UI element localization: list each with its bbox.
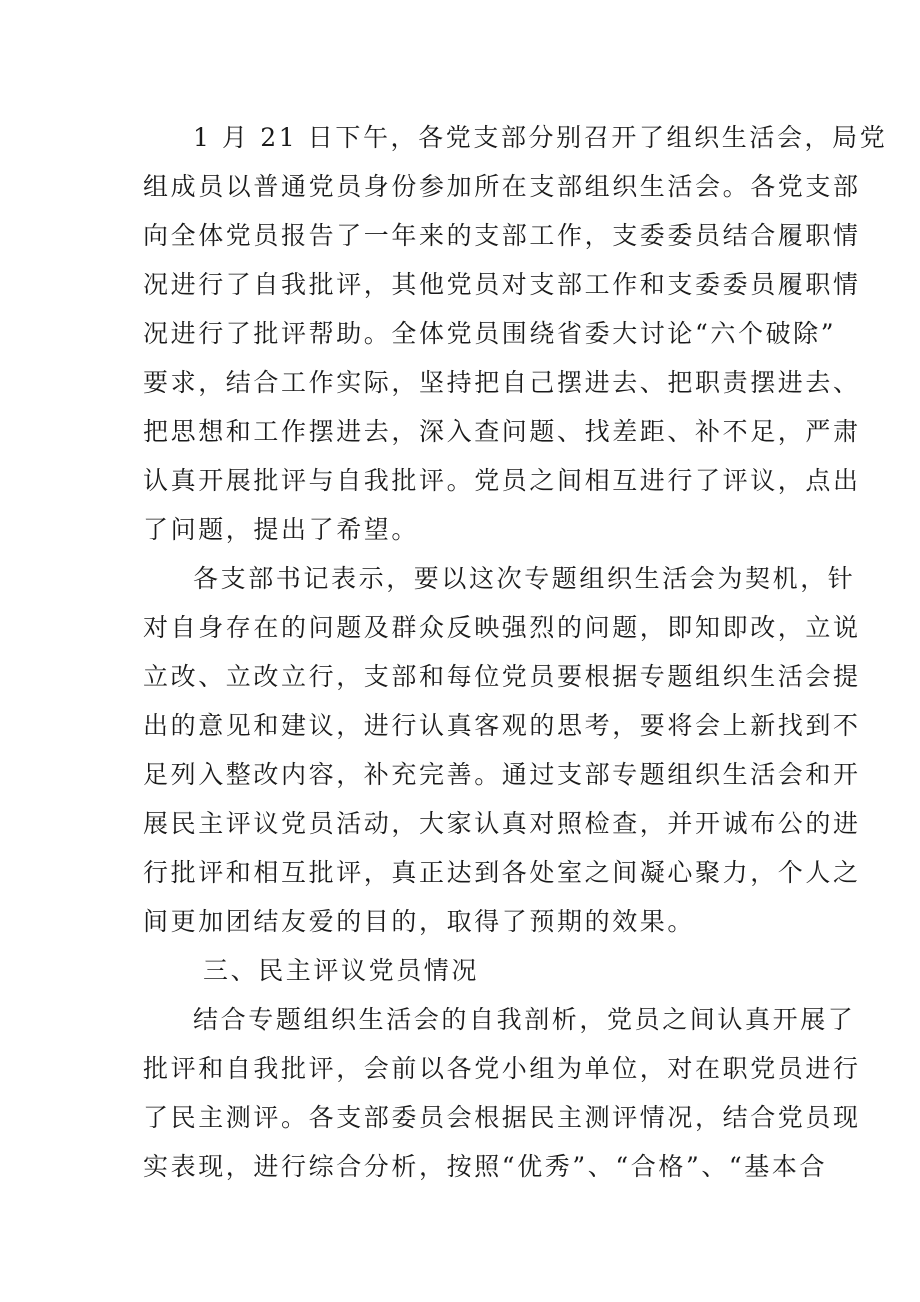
- paragraph-line: 1 月 21 日下午，各党支部分别召开了组织生活会，局党: [193, 123, 888, 152]
- paragraph-line: 批评和自我批评，会前以各党小组为单位，对在职党员进行: [143, 1054, 861, 1083]
- paragraph-line: 认真开展批评与自我批评。党员之间相互进行了评议，点出: [143, 466, 861, 495]
- paragraph-line: 出的意见和建议，进行认真客观的思考，要将会上新找到不: [143, 711, 861, 740]
- paragraph-line: 向全体党员报告了一年来的支部工作，支委委员结合履职情: [143, 221, 861, 250]
- paragraph-line: 要求，结合工作实际，坚持把自己摆进去、把职责摆进去、: [143, 368, 861, 397]
- paragraph-line: 况进行了批评帮助。全体党员围绕省委大讨论“六个破除”: [143, 319, 837, 348]
- paragraph-line: 展民主评议党员活动，大家认真对照检查，并开诚布公的进: [143, 809, 861, 838]
- section-heading: [143, 946, 793, 995]
- paragraph-line: 组成员以普通党员身份参加所在支部组织生活会。各党支部: [143, 172, 861, 201]
- paragraph-line: 足列入整改内容，补充完善。通过支部专题组织生活会和开: [143, 760, 861, 789]
- paragraph-line: 了民主测评。各支部委员会根据民主测评情况，结合党员现: [143, 1103, 861, 1132]
- paragraph-line: 了问题，提出了希望。: [143, 515, 420, 544]
- section-heading-text: 三、民主评议党员情况: [203, 956, 480, 985]
- paragraph-line: 实表现，进行综合分析，按照“优秀”、“合格”、“基本合: [143, 1152, 828, 1181]
- paragraph-line: 结合专题组织生活会的自我剖析，党员之间认真开展了: [193, 1005, 856, 1034]
- paragraph-line: 把思想和工作摆进去，深入查问题、找差距、补不足，严肃: [143, 417, 861, 446]
- paragraph-1: [143, 113, 888, 554]
- paragraph-line: 间更加团结友爱的目的，取得了预期的效果。: [143, 907, 696, 936]
- paragraph-line: 况进行了自我批评，其他党员对支部工作和支委委员履职情: [143, 270, 861, 299]
- paragraph-line: 对自身存在的问题及群众反映强烈的问题，即知即改，立说: [143, 613, 861, 642]
- document-body: [143, 113, 888, 1191]
- paragraph-line: 各支部书记表示，要以这次专题组织生活会为契机，针: [193, 564, 856, 593]
- paragraph-2: [143, 554, 861, 946]
- paragraph-line: 行批评和相互批评，真正达到各处室之间凝心聚力，个人之: [143, 858, 861, 887]
- paragraph-3: [143, 995, 861, 1191]
- paragraph-line: 立改、立改立行，支部和每位党员要根据专题组织生活会提: [143, 662, 861, 691]
